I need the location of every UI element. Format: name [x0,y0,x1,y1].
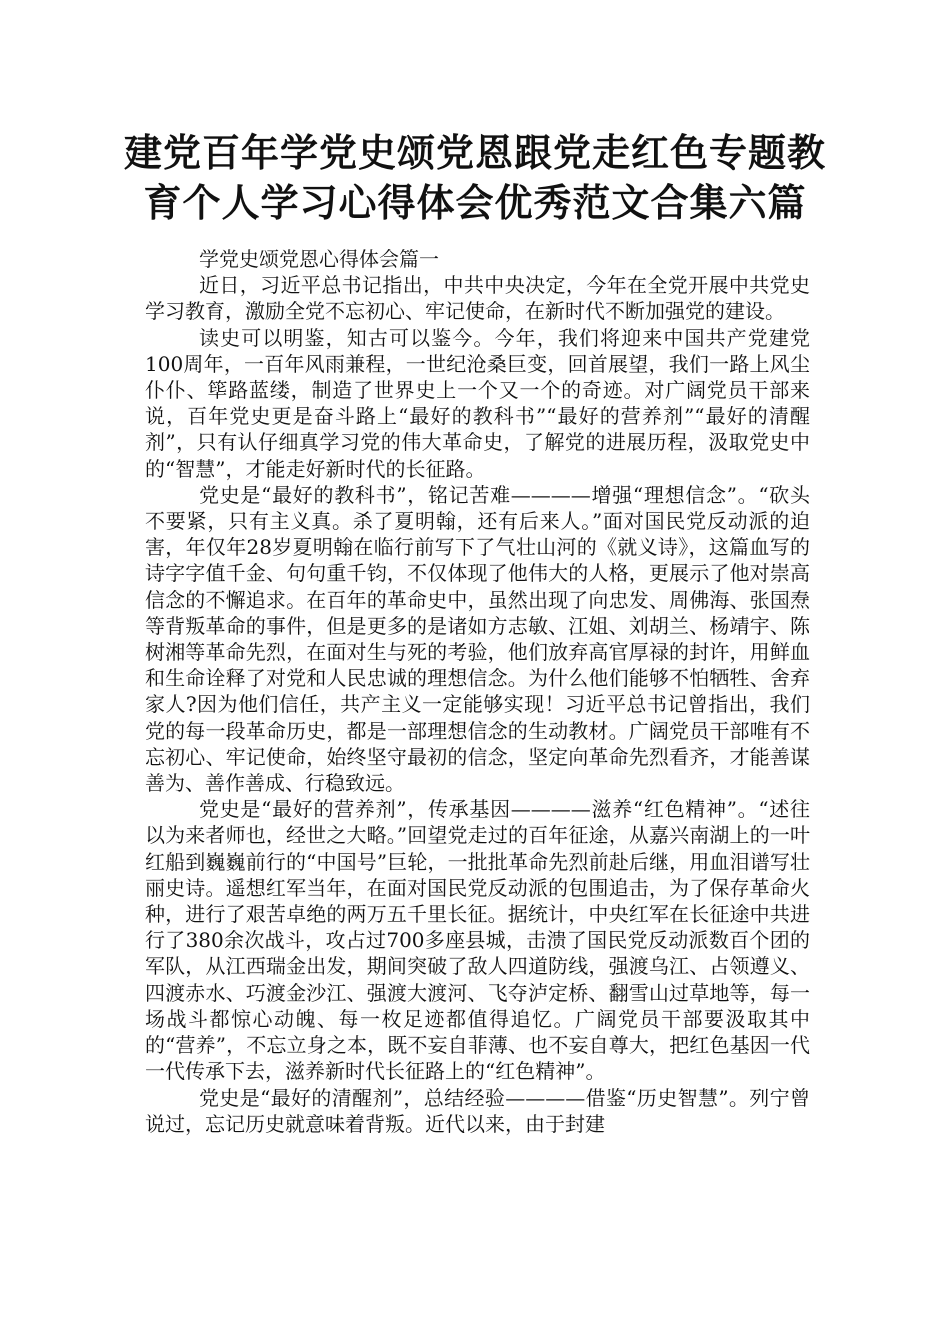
body-paragraph: 党史是“最好的清醒剂”，总结经验————借鉴“历史智慧”。列宁曾说过，忘记历史就意味着背叛。近代以来，由于封建 [145,1085,810,1136]
body-paragraph: 近日，习近平总书记指出，中共中央决定，今年在全党开展中共党史学习教育，激励全党不忘初心、牢记使命，在新时代不断加强党的建设。 [145,273,810,324]
body-paragraph: 党史是“最好的教科书”，铭记苦难————增强“理想信念”。“砍头不要紧，只有主义真。杀了夏明翰，还有后来人。”面对国民党反动派的迫害，年仅年28岁夏明翰在临行前写下了气壮山河的《就义诗》，这篇血写的诗字字值千金、句句重千钧，不仅体现了他伟大的人格，更展示了他对崇高信念的不懈追求。在百年的革命史中，虽然出现了向忠发、周佛海、张国焘等背叛革命的事件，但是更多的是诸如方志敏、江姐、刘胡兰、杨靖宇、陈树湘等革命先烈，在面对生与死的考验，他们放弃高官厚禄的封许，用鲜血和生命诠释了对党和人民忠诚的理想信念。为什么他们能够不怕牺牲、舍弃家人?因为他们信任，共产主义一定能够实现！习近平总书记曾指出，我们党的每一段革命历史，都是一部理想信念的生动教材。广阔党员干部唯有不忘初心、牢记使命，始终坚守最初的信念，坚定向革命先烈看齐，才能善谋善为、善作善成、行稳致远。 [145,482,810,796]
body-paragraph: 党史是“最好的营养剂”，传承基因————滋养“红色精神”。“述往以为来者师也，经世之大略。”回望党走过的百年征途，从嘉兴南湖上的一叶红船到巍巍前行的“中国号”巨轮，一批批革命先烈前赴后继，用血泪谱写壮丽史诗。遥想红军当年，在面对国民党反动派的包围追击，为了保存革命火种，进行了艰苦卓绝的两万五千里长征。据统计，中央红军在长征途中共进行了380余次战斗，攻占过700多座县城，击溃了国民党反动派数百个团的军队，从江西瑞金出发，期间突破了敌人四道防线，强渡乌江、占领遵义、四渡赤水、巧渡金沙江、强渡大渡河、飞夺泸定桥、翻雪山过草地等，每一场战斗都惊心动魄、每一枚足迹都值得追忆。广阔党员干部要汲取其中的“营养”，不忘立身之本，既不妄自菲薄、也不妄自尊大，把红色基因一代一代传承下去，滋养新时代长征路上的“红色精神”。 [145,797,810,1084]
document-body [145,246,810,1137]
body-paragraph: 读史可以明鉴，知古可以鉴今。今年，我们将迎来中国共产党建党100周年，一百年风雨兼程，一世纪沧桑巨变，回首展望，我们一路上风尘仆仆、筚路蓝缕，制造了世界史上一个又一个的奇迹。对广阔党员干部来说，百年党史更是奋斗路上“最好的教科书”“最好的营养剂”“最好的清醒剂”，只有认仔细真学习党的伟大革命史，了解党的进展历程，汲取党史中的“智慧”，才能走好新时代的长征路。 [145,325,810,481]
section-heading: 学党史颂党恩心得体会篇一 [199,247,439,271]
document-title: 建党百年学党史颂党恩跟党走红色专题教育个人学习心得体会优秀范文合集六篇 [123,130,826,225]
